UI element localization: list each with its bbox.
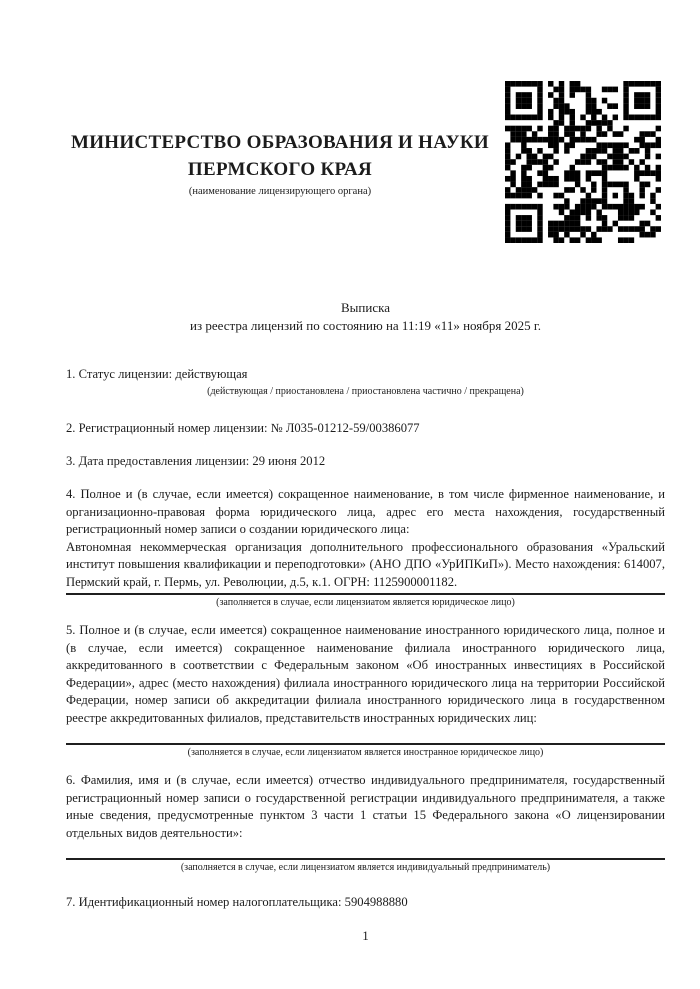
registration-number-text: 2. Регистрационный номер лицензии: № Л035-01212-59/00386077 bbox=[66, 421, 420, 435]
legal-entity-value: Автономная некоммерческая организация дополнительного профессионального образования «Уральский институт повышения квалификации и переподготовки» (АНО ДПО «УрИПКиП»). Место нахождения: 614007, Пермский край, г. Пермь, ул. Революции, д.5, к.1. ОГРН: 1125900001182. bbox=[66, 539, 665, 589]
item-registration-number bbox=[66, 420, 665, 438]
item-individual-entrepreneur bbox=[66, 772, 665, 874]
fill-line bbox=[66, 593, 665, 595]
item-legal-entity bbox=[66, 486, 665, 609]
entrepreneur-question: 6. Фамилия, имя и (в случае, если имеется) отчество индивидуального предпринимателя, государственный регистрационный номер записи о государственной регистрации индивидуального предпринимателя, а также иные сведения, предусмотренные пунктом 3 части 1 статьи 15 Федерального закона «О лицензировании отдельных видов деятельности»: bbox=[66, 773, 665, 840]
license-status-caption: (действующая / приостановлена / приостановлена частично / прекращена) bbox=[207, 385, 524, 397]
license-status-text: 1. Статус лицензии: действующая bbox=[66, 367, 248, 381]
document-title bbox=[66, 299, 665, 334]
page-number: 1 bbox=[362, 928, 369, 943]
legal-entity-caption: (заполняется в случае, если лицензиатом является юридическое лицо) bbox=[216, 597, 515, 608]
document-title-line1: Выписка bbox=[341, 300, 390, 315]
entrepreneur-caption: (заполняется в случае, если лицензиатом является индивидуальный предприниматель) bbox=[180, 862, 551, 873]
item-taxpayer-number bbox=[66, 894, 665, 912]
document-title-line2: из реестра лицензий по состоянию на 11:19 «11» ноября 2025 г. bbox=[190, 317, 541, 333]
legal-entity-question: 4. Полное и (в случае, если имеется) сокращенное наименование, в том числе фирменное наименование, и организационно-правовая форма юридического лица, адрес его места нахождения, государственный регистрационный номер записи о создании юридического лица: bbox=[66, 487, 665, 536]
fill-line bbox=[66, 858, 665, 860]
ministry-caption: (наименование лицензирующего органа) bbox=[188, 186, 372, 197]
fill-line bbox=[66, 743, 665, 745]
qr-code-icon bbox=[505, 81, 661, 243]
ministry-name-line1: МИНИСТЕРСТВО ОБРАЗОВАНИЯ И НАУКИ bbox=[70, 132, 490, 153]
taxpayer-number-text: 7. Идентификационный номер налогоплательщика: 5904988880 bbox=[66, 895, 408, 909]
item-license-status bbox=[66, 366, 665, 398]
ministry-name-line2: ПЕРМСКОГО КРАЯ bbox=[187, 159, 373, 180]
licensing-authority-block bbox=[60, 129, 500, 198]
ministry-name bbox=[60, 129, 500, 183]
item-foreign-entity bbox=[66, 622, 665, 759]
foreign-entity-question: 5. Полное и (в случае, если имеется) сокращенное наименование иностранного юридического лица, полное и (в случае, если имеется) сокращенное наименование филиала иностранного юридического лица, аккредитованного в соответствии с Федеральным законом «Об иностранных инвестициях в Российской Федерации», адрес (место нахождения) филиала иностранного юридического лица на территории Российской Федерации, номер записи об аккредитации филиала иностранного юридического лица в государственном реестре аккредитованных филиалов, представительств иностранных юридических лиц: bbox=[66, 623, 665, 725]
foreign-entity-caption: (заполняется в случае, если лицензиатом является иностранное юридическое лицо) bbox=[187, 747, 544, 758]
license-date-text: 3. Дата предоставления лицензии: 29 июня 2012 bbox=[66, 454, 326, 468]
item-license-date bbox=[66, 453, 665, 471]
